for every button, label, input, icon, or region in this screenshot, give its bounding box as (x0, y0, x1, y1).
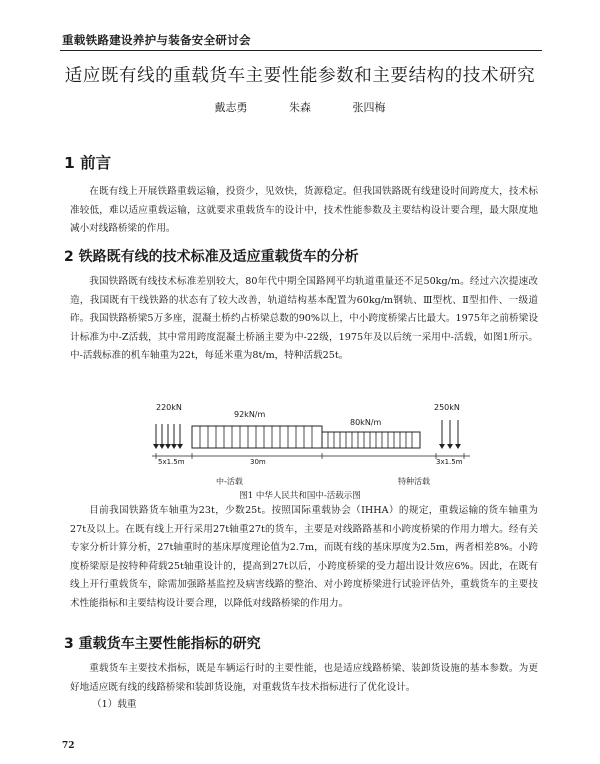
dimension-middle: 30m (250, 458, 266, 466)
paragraph: 我国铁路既有线技术标准差别较大，80年代中期全国路网平均轨道重量还不足50kg/m。经过六次提速改造，我国既有干线铁路的状态有了较大改善，轨道结构基本配置为60kg/m钢轨、Ⅲ型枕、Ⅱ型扣件、一级道砟。我国铁路桥梁5万多座，混凝土桥约占桥梁总数的90%以上，中小跨度桥梁占比最大。1975年之前桥梁设计标准为中-Z活载，其中常用跨度混凝土桥涵主要为中-22级，1975年及以后统一采用中-活载，如图1所示。中-活载标准的机车轴重为22t，每延米重为8t/m，特种活载25t。 (70, 276, 538, 362)
section-2-body (70, 273, 538, 366)
section-3-body (70, 660, 538, 697)
author: 张四梅 (352, 101, 386, 114)
author-list (0, 99, 600, 115)
author: 朱森 (289, 101, 311, 114)
dimension-right: 3x1.5m (436, 458, 463, 466)
section-1-body (70, 183, 538, 239)
running-header: 重载铁路建设养护与装备安全研讨会 (62, 33, 251, 47)
load-diagram (150, 398, 480, 490)
paragraph: 目前我国铁路货车轴重为23t，少数25t。按照国际重载协会（IHHA）的规定，重载运输的货车轴重为27t及以上。在既有线上开行采用27t轴重27t的货车，主要是对线路路基和小跨度桥梁的作用力增大。经有关专家分析计算分析，27t轴重时的基床厚度理论值为2.7m，而既有线的基床厚度为2.5m，两者相差8%。小跨度桥梁原是按特种荷载25t轴重设计的，提高到27t以后，小跨度桥梁的受力超出设计效应6%。因此，在既有线上开行重载货车，除需加强路基监控及病害线路的整治、对小跨度桥梁进行试验评估外，重载货车的主要技术性能指标和主要结构设计要合理，以降低对线路桥梁的作用力。 (70, 505, 538, 609)
distributed-load-left-label: 92kN/m (234, 410, 266, 419)
special-load-label: 特种活载 (398, 477, 430, 486)
load-right-label: 250kN (434, 403, 460, 412)
header-rule (60, 50, 542, 51)
paragraph: 在既有线上开展铁路重载运输，投资少，见效快，货源稳定。但我国铁路既有线建设时间跨度大，技术标准较低，难以适应重载运输，这就要求重载货车的设计中，技术性能参数及主要结构设计要合理，最大限度地减小对线路桥梁的作用。 (70, 186, 538, 235)
section-2-body-continued (70, 502, 538, 614)
section-3-heading: 3 重载货车主要性能指标的研究 (64, 636, 261, 652)
page-number: 72 (62, 741, 75, 751)
load-diagram-svg (150, 398, 480, 490)
section-2-heading: 2 铁路既有线的技术标准及适应重载货车的分析 (64, 249, 359, 265)
dimension-left: 5x1.5m (158, 458, 185, 466)
paragraph: 重载货车主要技术指标，既是车辆运行时的主要性能，也是适应线路桥梁、装卸货设施的基本参数。为更好地适应既有线的线路桥梁和装卸货设施，对重载货车技术指标进行了优化设计。 (70, 663, 538, 693)
paper-title: 适应既有线的重载货车主要性能参数和主要结构的技术研究 (64, 66, 536, 86)
list-item-load: （1）载重 (92, 699, 137, 710)
figure-caption: 图1 中华人民共和国中-活载示图 (239, 491, 361, 501)
author: 戴志勇 (214, 101, 248, 114)
distributed-load-right-label: 80kN/m (350, 418, 382, 427)
zhong-live-load-label: 中-活载 (216, 477, 243, 486)
load-left-label: 220kN (156, 403, 182, 412)
section-1-heading: 1 前言 (64, 154, 112, 172)
